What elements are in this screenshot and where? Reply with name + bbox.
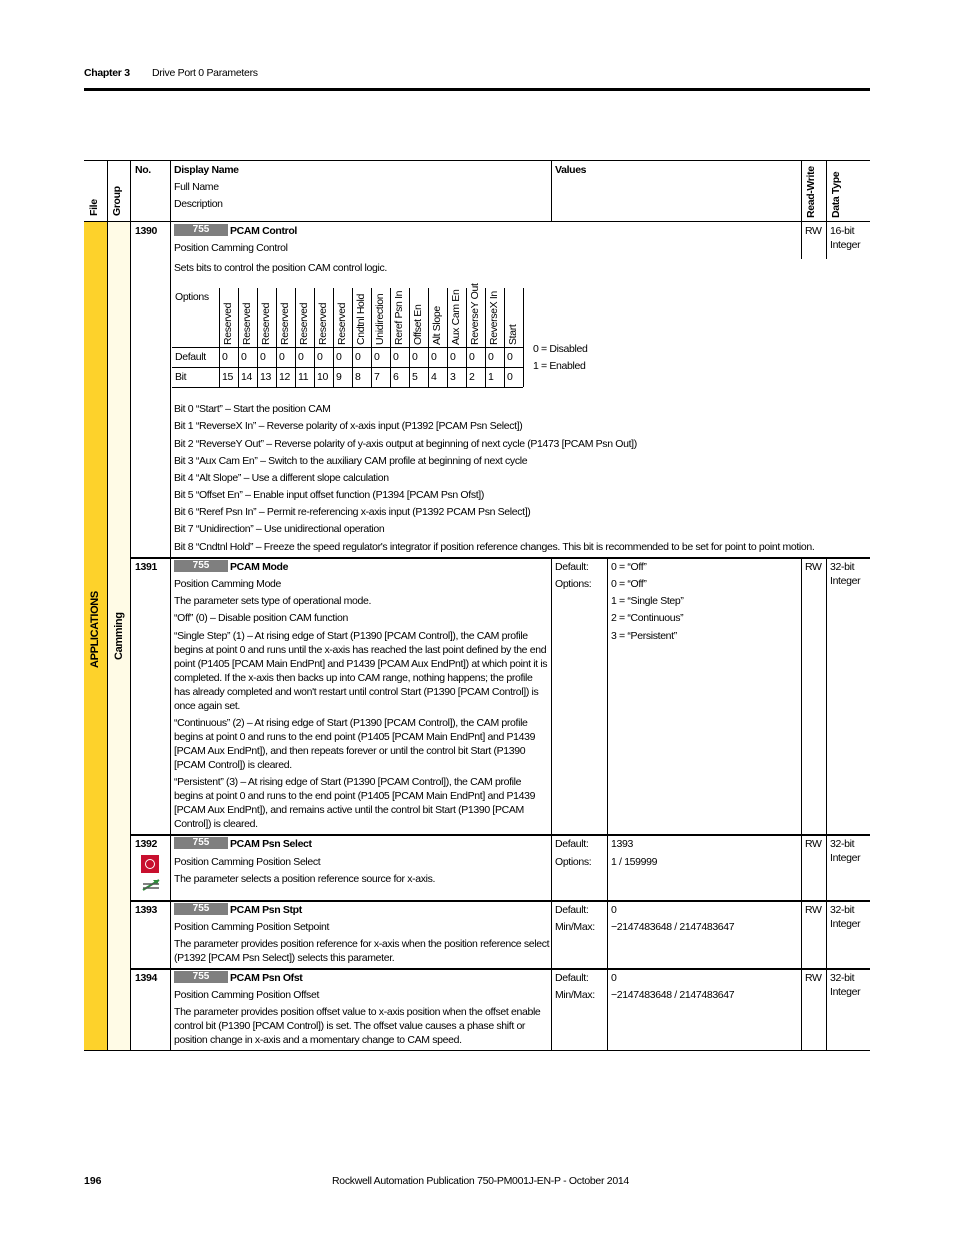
param-full-name: Position Camming Position Setpoint [174, 921, 330, 933]
link-arrows-icon [141, 876, 159, 894]
option-value: 0 = “Off” [611, 578, 647, 590]
legend-disabled: 0 = Disabled [533, 343, 588, 355]
grid-rule [409, 288, 410, 387]
option-value: 2 = “Continuous” [611, 612, 684, 624]
grid-rule [314, 288, 315, 387]
param-description: “Continuous” (2) – At rising edge of Start (P1390 [PCAM Control]), the CAM profile begins at point 0 and runs to the end point (P1405 [PCAM Main EndPnt] and P1439 [PCAM Aux EndPnt]), and then repeats forever or until the control bit Start (P1390 [PCAM Control]) is cleared. [174, 717, 536, 771]
default-label: Default: [555, 904, 589, 916]
default-value: 0 [611, 904, 617, 916]
grid-rule [523, 288, 524, 387]
param-full-name: Position Camming Mode [174, 578, 282, 590]
option-default-value: 0 [279, 351, 285, 363]
option-default-value: 0 [488, 351, 494, 363]
param-name: PCAM Control [230, 225, 297, 237]
param-description: “Single Step” (1) – At rising edge of Start (P1390 [PCAM Control]), the CAM profile begins at point 0 and runs until the x-axis has reached the last point defined by the end point (P1405 [PCAM Main EndPnt] and P1439 [PCAM Aux EndPnt]) at which point it is completed. If the x-axis then backs up into CAM range, nothing happens; the profile has already completed and won't restart until control Start (P1390 [PCAM Control]) is once again set. [174, 630, 548, 712]
option-bit-number: 4 [431, 371, 437, 383]
options-label: Options [175, 291, 209, 303]
default-label: Default: [555, 838, 589, 850]
option-bit-number: 14 [241, 371, 252, 383]
option-bit-number: 6 [393, 371, 399, 383]
param-no: 1393 [135, 904, 157, 916]
grid-rule [485, 288, 486, 387]
param-type-kind: Integer [830, 239, 861, 251]
publication-info: Rockwell Automation Publication 750-PM001J-EN-P - October 2014 [332, 1175, 629, 1187]
param-full-name: Position Camming Position Offset [174, 989, 320, 1001]
option-bit-name: Offset En [412, 304, 424, 345]
option-bit-number: 3 [450, 371, 456, 383]
table-top-rule [84, 160, 870, 161]
option-bit-name: Alt Slope [431, 306, 443, 345]
bit-desc: Bit 6 “Reref Psn In” – Permit re-referencing x-axis input (P1392 PCAM Psn Select]) [174, 506, 531, 518]
default-value: 0 = “Off” [611, 561, 647, 573]
options-value: 1 / 159999 [611, 856, 658, 868]
option-default-value: 0 [222, 351, 228, 363]
minmax-value: −2147483648 / 2147483647 [611, 921, 735, 933]
param-name: PCAM Mode [230, 561, 289, 573]
col-header-no: No. [135, 164, 151, 176]
option-default-value: 0 [469, 351, 475, 363]
bit-desc: Bit 3 “Aux Cam En” – Switch to the auxiliary CAM profile at beginning of next cycle [174, 455, 528, 467]
grid-rule [447, 288, 448, 387]
option-bit-name: ReverseY Out [469, 283, 481, 345]
grid-rule [172, 387, 523, 388]
product-badge: 755 [174, 903, 228, 915]
param-description: “Persistent” (3) – At rising edge of Start (P1390 [PCAM Control]), the CAM profile begins at point 0 and runs to the end point (P1405 [PCAM Main EndPnt] and P1439 [PCAM Aux EndPnt]), and remains active until the control bit Start (P1390 [PCAM Control]) is cleared. [174, 776, 536, 830]
default-label: Default: [555, 972, 589, 984]
row-sep-1392 [130, 834, 870, 836]
bit-desc: Bit 0 “Start” – Start the position CAM [174, 403, 331, 415]
param-no: 1391 [135, 561, 157, 573]
param-name: PCAM Psn Stpt [230, 904, 302, 916]
param-type-bits: 16-bit [830, 225, 855, 237]
col-header-read-write: Read-Write [805, 166, 817, 218]
table-bottom-rule [84, 1050, 870, 1051]
default-value: 0 [611, 972, 617, 984]
option-bit-number: 1 [488, 371, 494, 383]
option-bit-name: Reserved [336, 302, 348, 345]
option-bit-name: Reserved [241, 302, 253, 345]
header-bottom-rule [84, 221, 870, 222]
option-default-value: 0 [431, 351, 437, 363]
option-bit-number: 5 [412, 371, 418, 383]
option-default-value: 0 [298, 351, 304, 363]
col-header-group: Group [111, 186, 123, 216]
option-bit-name: Unidirection [374, 293, 386, 345]
param-type-kind: Integer [830, 986, 861, 998]
option-bit-name: Reserved [260, 302, 272, 345]
param-type-bits: 32-bit [830, 838, 855, 850]
param-rw: RW [805, 904, 822, 916]
header-rule [84, 88, 870, 91]
product-badge: 755 [174, 224, 228, 236]
option-default-value: 0 [450, 351, 456, 363]
param-description: The parameter provides position offset value to x-axis position when the offset enable control bit (P1390 [PCAM Control]) is set. The offset value causes a phase shift or position change in x-axis and a momentary change to CAM speed. [174, 1006, 541, 1046]
param-rw: RW [805, 225, 822, 237]
col-line-file [107, 160, 108, 1051]
option-default-value: 0 [241, 351, 247, 363]
option-bit-name: Reserved [298, 302, 310, 345]
option-bit-number: 8 [355, 371, 361, 383]
col-line-values-1 [801, 160, 802, 259]
param-name: PCAM Psn Select [230, 838, 312, 850]
option-bit-number: 2 [469, 371, 475, 383]
grid-rule [172, 347, 523, 348]
grid-rule [352, 288, 353, 387]
default-label: Default: [555, 561, 589, 573]
product-badge: 755 [174, 971, 228, 983]
param-name: PCAM Psn Ofst [230, 972, 303, 984]
col-line-no [170, 160, 171, 1051]
grid-rule [172, 367, 523, 368]
col-header-file: File [88, 199, 100, 216]
grid-rule [257, 288, 258, 387]
col-line-rw-1 [826, 160, 827, 259]
bit-desc: Bit 4 “Alt Slope” – Use a different slope calculation [174, 472, 389, 484]
param-no: 1392 [135, 838, 157, 850]
chapter-label: Chapter 3 [84, 67, 130, 79]
option-default-value: 0 [355, 351, 361, 363]
col-line-name [551, 559, 552, 1050]
bit-desc: Bit 2 “ReverseY Out” – Reverse polarity of y-axis output at beginning of next cycle (P1473 [PCAM Psn Out]) [174, 438, 637, 450]
chapter-title: Drive Port 0 Parameters [152, 67, 258, 79]
col-header-display-name: Display Name [174, 164, 239, 176]
legend-enabled: 1 = Enabled [533, 360, 586, 372]
param-full-name: Position Camming Position Select [174, 856, 321, 868]
row-sep-1393 [130, 900, 870, 902]
options-label: Options: [555, 578, 592, 590]
row-sep-1394 [130, 968, 870, 970]
option-default-value: 0 [336, 351, 342, 363]
option-value: 1 = “Single Step” [611, 595, 684, 607]
option-bit-number: 15 [222, 371, 233, 383]
option-bit-number: 7 [374, 371, 380, 383]
grid-rule [219, 288, 220, 387]
col-line-values [801, 559, 802, 1050]
option-bit-name: Cndtnl Hold [355, 293, 367, 345]
col-line-rw [826, 559, 827, 1050]
param-type-bits: 32-bit [830, 561, 855, 573]
param-rw: RW [805, 838, 822, 850]
grid-rule [295, 288, 296, 387]
option-default-value: 0 [317, 351, 323, 363]
product-badge: 755 [174, 837, 228, 849]
param-description: The parameter provides position reference for x-axis when the position reference select (P1392 [PCAM Psn Select]) selects this parameter. [174, 938, 550, 964]
file-label: APPLICATIONS [89, 591, 101, 668]
option-bit-name: Start [507, 324, 519, 345]
option-bit-name: Reref Psn In [393, 290, 405, 345]
option-bit-name: Reserved [222, 302, 234, 345]
param-rw: RW [805, 972, 822, 984]
param-type-bits: 32-bit [830, 904, 855, 916]
option-bit-name: Aux Cam En [450, 289, 462, 345]
param-no: 1390 [135, 225, 157, 237]
param-description: “Off” (0) – Disable position CAM function [174, 612, 348, 624]
page-number: 196 [84, 1175, 102, 1187]
option-bit-number: 10 [317, 371, 328, 383]
col-line-name-hdr [551, 160, 552, 222]
grid-rule [390, 288, 391, 387]
option-value: 3 = “Persistent” [611, 630, 677, 642]
param-type-kind: Integer [830, 852, 861, 864]
row-sep-1391 [130, 557, 870, 559]
option-bit-number: 0 [507, 371, 513, 383]
group-label: Camming [113, 612, 125, 660]
param-description: Sets bits to control the position CAM control logic. [174, 262, 387, 274]
grid-rule [276, 288, 277, 387]
option-default-value: 0 [507, 351, 513, 363]
minmax-value: −2147483648 / 2147483647 [611, 989, 735, 1001]
minmax-label: Min/Max: [555, 921, 595, 933]
option-default-value: 0 [374, 351, 380, 363]
bit-desc: Bit 5 “Offset En” – Enable input offset function (P1394 [PCAM Psn Ofst]) [174, 489, 484, 501]
grid-rule [466, 288, 467, 387]
options-label: Options: [555, 856, 592, 868]
bit-row-label: Bit [175, 371, 187, 383]
option-default-value: 0 [260, 351, 266, 363]
param-type-bits: 32-bit [830, 972, 855, 984]
option-bit-name: Reserved [279, 302, 291, 345]
param-type-kind: Integer [830, 918, 861, 930]
param-rw: RW [805, 561, 822, 573]
minmax-label: Min/Max: [555, 989, 595, 1001]
option-bit-number: 11 [298, 371, 309, 383]
default-value: 1393 [611, 838, 633, 850]
grid-rule [504, 288, 505, 387]
param-no: 1394 [135, 972, 157, 984]
stop-icon [141, 855, 159, 873]
grid-rule [371, 288, 372, 387]
bit-desc: Bit 1 “ReverseX In” – Reverse polarity of x-axis input (P1392 [PCAM Psn Select]) [174, 420, 523, 432]
bit-desc: Bit 7 “Unidirection” – Use unidirectional operation [174, 523, 385, 535]
col-header-full-name: Full Name [174, 181, 219, 193]
option-default-value: 0 [412, 351, 418, 363]
col-line-label [607, 559, 608, 1050]
option-bit-number: 9 [336, 371, 342, 383]
param-full-name: Position Camming Control [174, 242, 288, 254]
option-bit-name: ReverseX In [488, 291, 500, 345]
grid-rule [333, 288, 334, 387]
param-description: The parameter selects a position reference source for x-axis. [174, 873, 436, 885]
grid-rule [238, 288, 239, 387]
option-bit-number: 13 [260, 371, 271, 383]
option-bit-number: 12 [279, 371, 290, 383]
default-row-label: Default [175, 351, 206, 363]
col-header-data-type: Data Type [830, 171, 842, 218]
option-default-value: 0 [393, 351, 399, 363]
param-description: The parameter sets type of operational mode. [174, 595, 372, 607]
param-type-kind: Integer [830, 575, 861, 587]
col-header-description: Description [174, 198, 223, 210]
grid-rule [428, 288, 429, 387]
bit-desc: Bit 8 “Cndtnl Hold” – Freeze the speed regulator's integrator if position reference changes. This bit is recommended to be set for point to point motion. [174, 541, 815, 553]
option-bit-name: Reserved [317, 302, 329, 345]
col-line-group [130, 160, 131, 1051]
product-badge: 755 [174, 560, 228, 572]
col-header-values: Values [555, 164, 587, 176]
